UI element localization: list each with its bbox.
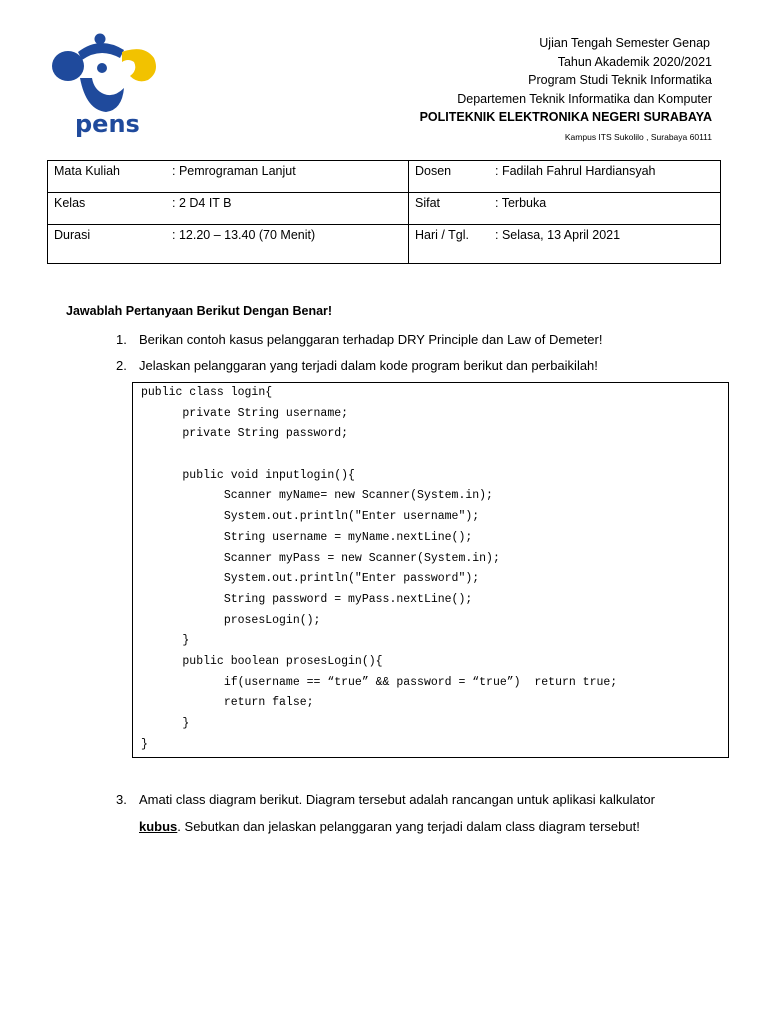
- code-line: public boolean prosesLogin(){: [141, 654, 383, 668]
- code-line: }: [141, 634, 190, 648]
- course-label: Mata Kuliah: [54, 164, 121, 178]
- type-value: : Terbuka: [495, 196, 547, 210]
- type-label: Sifat: [415, 196, 441, 210]
- question-2-text: Jelaskan pelanggaran yang terjadi dalam kode program berikut dan perbaikilah!: [139, 358, 598, 373]
- duration-value: : 12.20 – 13.40 (70 Menit): [172, 228, 316, 242]
- question-3-line-2: . Sebutkan dan jelaskan pelanggaran yang terjadi dalam class diagram tersebut!: [177, 819, 640, 834]
- institution-name: POLITEKNIK ELEKTRONIKA NEGERI SURABAYA: [419, 110, 712, 124]
- code-line: private String username;: [141, 406, 349, 420]
- class-value: : 2 D4 IT B: [172, 196, 232, 210]
- instructions-heading: Jawablah Pertanyaan Berikut Dengan Benar!: [66, 304, 333, 318]
- question-3-line-1: Amati class diagram berikut. Diagram tersebut adalah rancangan untuk aplikasi kalkulator: [139, 792, 655, 807]
- code-line: Scanner myName= new Scanner(System.in);: [141, 489, 493, 503]
- date-value: : Selasa, 13 April 2021: [495, 228, 621, 242]
- code-line: private String password;: [141, 427, 349, 441]
- code-line: String username = myName.nextLine();: [141, 530, 473, 544]
- code-line: public class login{: [141, 386, 273, 399]
- academic-year: Tahun Akademik 2020/2021: [557, 54, 712, 69]
- code-line: public void inputlogin(){: [141, 468, 355, 482]
- pens-logo: [50, 30, 165, 140]
- code-line: System.out.println("Enter username");: [141, 510, 480, 524]
- question-3-emphasis: kubus: [139, 819, 178, 834]
- question-2-number: 2.: [116, 358, 127, 373]
- code-line: }: [141, 737, 148, 751]
- code-line: }: [141, 717, 190, 730]
- department: Departemen Teknik Informatika dan Komputer: [457, 91, 712, 106]
- code-line: System.out.println("Enter password");: [141, 572, 480, 586]
- lecturer-value: : Fadilah Fahrul Hardiansyah: [495, 164, 656, 178]
- code-line: String password = myPass.nextLine();: [141, 592, 473, 606]
- campus-address: Kampus ITS Sukolilo , Surabaya 60111: [564, 131, 712, 142]
- duration-label: Durasi: [54, 228, 91, 242]
- exam-info-table: [47, 160, 721, 264]
- question-3-number: 3.: [116, 792, 127, 807]
- class-label: Kelas: [54, 196, 86, 210]
- study-program: Program Studi Teknik Informatika: [528, 73, 712, 87]
- exam-header: [372, 34, 712, 143]
- lecturer-cell: [409, 161, 721, 193]
- code-line: Scanner myPass = new Scanner(System.in);: [141, 551, 500, 565]
- date-label: Hari / Tgl.: [415, 228, 469, 242]
- code-line: if(username == “true” && password = “true”) return true;: [141, 675, 618, 689]
- question-1-number: 1.: [116, 332, 127, 347]
- code-listing: [132, 382, 729, 758]
- exam-title: Ujian Tengah Semester Genap: [539, 36, 710, 50]
- course-cell: [48, 161, 409, 193]
- code-line: prosesLogin();: [141, 613, 321, 627]
- course-value: : Pemrograman Lanjut: [172, 164, 296, 178]
- question-1-text: Berikan contoh kasus pelanggaran terhadap DRY Principle dan Law of Demeter!: [139, 332, 603, 347]
- code-line: return false;: [141, 696, 314, 710]
- lecturer-label: Dosen: [415, 164, 452, 178]
- class-cell: [48, 193, 409, 225]
- date-cell: [409, 225, 721, 264]
- logo-text: pens: [75, 110, 140, 138]
- type-cell: [409, 193, 721, 225]
- code-line: [141, 445, 728, 466]
- duration-cell: [48, 225, 409, 264]
